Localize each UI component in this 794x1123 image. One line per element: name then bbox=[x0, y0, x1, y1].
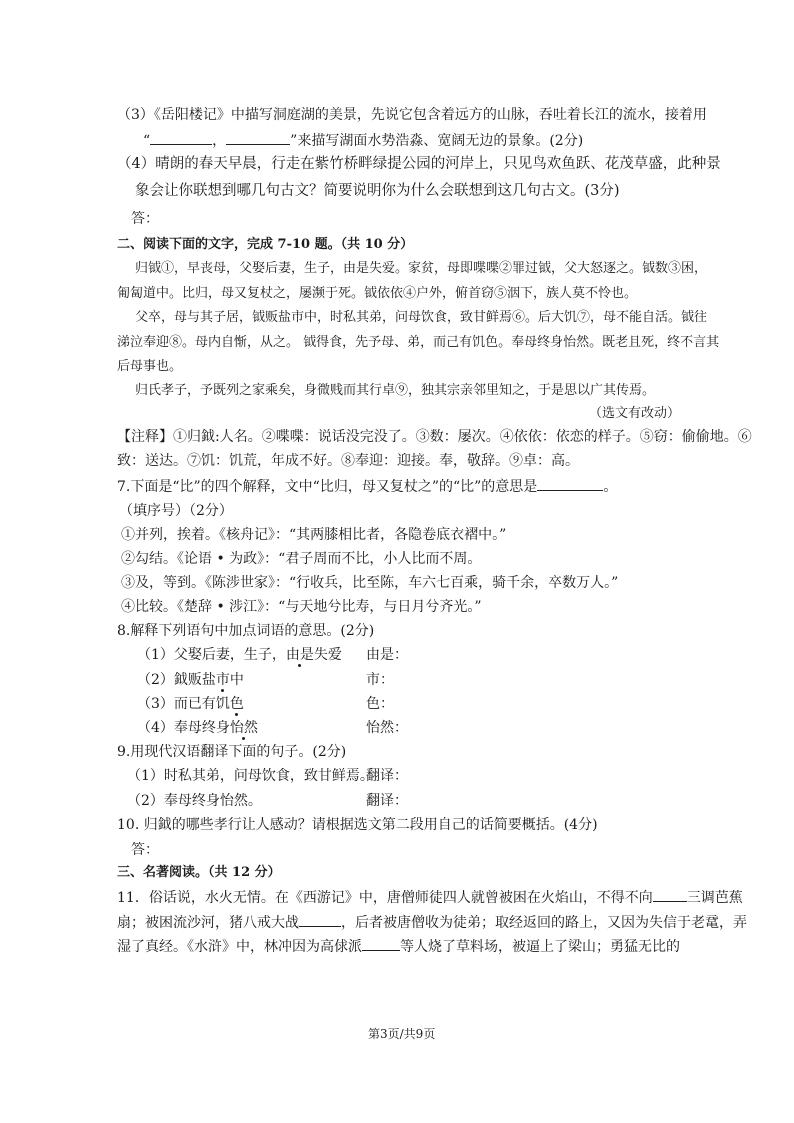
passage-para1-line1: 归钺①，早丧母，父娶后妻，生子，由是失爱。家贫，母即喋喋②罪过钺，父大怒逐之。钺数③困， bbox=[135, 261, 708, 276]
passage-para1-line2: 匍匐道中。比归，母又复杖之，屡濒于死。钺依依④户外，俯首窃⑤洇下，族人莫不怜也。 bbox=[117, 286, 638, 301]
notes-line-2: 致：送达。⑦饥：饥荒，年成不好。⑧奉迎：迎接。奉，敬辞。⑨卓：高。 bbox=[117, 453, 579, 469]
q11-line-3-text: 湿了真经。《水浒》中，林冲因为高俅派 bbox=[117, 939, 362, 955]
passage-para2-line1: 父卒，母与其子居，钺贩盐市中，时私其弟，问母饮食，致甘鲜焉⑥。后大饥⑦，母不能自活。钺往 bbox=[135, 310, 708, 325]
q11-line-3-tail: 等人烧了草料场，被逼上了梁山；勇猛无比的 bbox=[400, 939, 680, 955]
section3-heading: 三、名著阅读。（共 12 分） bbox=[117, 865, 281, 880]
q7-option-3: ③及，等到。《陈涉世家》：“行收兵，比至陈，车六七百乘，骑千余，卒数万人。” bbox=[121, 575, 619, 591]
q8-item-3 bbox=[137, 695, 244, 713]
q11-line-2 bbox=[117, 914, 747, 932]
q8-item-2-dotted: 市 bbox=[215, 672, 230, 688]
section2-heading: 二、阅读下面的文字，完成 7-10 题。（共 10 分） bbox=[117, 237, 414, 252]
q11-line-2-text: 扇；被困流沙河，猪八戒大战 bbox=[117, 915, 299, 931]
q8-item-1-pre: （1）父娶后妻，生子， bbox=[137, 647, 286, 663]
q3-line-2-tail: ”来描写湖面水势浩淼、宽阔无边的景象。(2分) bbox=[290, 133, 584, 149]
q9-stem: 9.用现代汉语翻译下面的句子。(2分) bbox=[117, 744, 347, 760]
q7-note: （填序号）（2分） bbox=[119, 503, 233, 519]
q8-item-3-pre: （3）而已有饥 bbox=[137, 696, 230, 712]
q3-comma: ， bbox=[212, 133, 227, 149]
q8-item-1-answer[interactable]: 由是： bbox=[366, 647, 408, 663]
q11-line-1-text: 11．俗话说，水火无情。在《西游记》中，唐僧师徒四人就曾被困在火焰山，不得不向 bbox=[117, 890, 653, 906]
q8-stem: 8.解释下列语句中加点词语的意思。(2分) bbox=[117, 623, 375, 639]
q8-item-2-pre: （2）鉞贩盐 bbox=[137, 672, 216, 688]
q8-item-3-answer[interactable]: 色： bbox=[366, 696, 394, 712]
q11-line-3 bbox=[117, 938, 680, 956]
q8-item-4-pre: （4）奉母终身 bbox=[137, 720, 230, 736]
page-number: 第3页/共9页 bbox=[368, 1027, 436, 1041]
q7-stem-end: 。 bbox=[603, 479, 618, 495]
q11-line-1 bbox=[117, 889, 743, 907]
q8-item-1-dotted: 由是 bbox=[285, 647, 314, 663]
q4-line-2: 象会让你联想到哪几句古文？简要说明你为什么会联想到这几句古文。(3分) bbox=[135, 183, 620, 199]
q7-stem bbox=[117, 478, 617, 496]
q11-line-1-tail: 三调芭蕉 bbox=[686, 890, 743, 906]
q9-item-2: （2）奉母终身怡然。 bbox=[127, 793, 262, 809]
q11-blank-2[interactable] bbox=[299, 914, 341, 927]
q8-item-1 bbox=[137, 646, 342, 664]
q9-item-2-answer[interactable]: 翻译： bbox=[366, 793, 408, 809]
passage-para2-line3: 后母事也。 bbox=[117, 359, 183, 374]
q8-item-3-dotted: 色 bbox=[229, 696, 244, 712]
q7-stem-text: 7.下面是“比”的四个解释，文中“比归，母又复杖之”的“比”的意思是 bbox=[117, 479, 538, 495]
q8-item-4 bbox=[137, 719, 258, 737]
q4-answer: 答： bbox=[131, 211, 159, 227]
q8-item-2-post: 中 bbox=[229, 672, 244, 688]
q3-line-2 bbox=[143, 132, 583, 150]
q7-blank[interactable] bbox=[537, 478, 603, 491]
q8-item-4-answer[interactable]: 怡然： bbox=[366, 720, 408, 736]
q11-blank-3[interactable] bbox=[362, 938, 400, 951]
passage-para2-line2: 涕泣奉迎⑧。母内自惭，从之。 钺得食，先予母、弟，而己有饥色。奉母终身怡然。既老且死，终不言其 bbox=[117, 335, 720, 350]
q10-stem: 10. 归鉞的哪些孝行让人感动？请根据选文第二段用自己的话简要概括。(4分) bbox=[117, 817, 598, 833]
passage-source: （选文有改动） bbox=[589, 406, 681, 421]
q3-blank-2[interactable] bbox=[226, 132, 290, 145]
q9-item-1: （1）时私其弟，问母饮食，致甘鲜焉。 bbox=[127, 768, 374, 784]
passage-para3: 归氏孝子，予既列之家乘矣，身微贱而其行卓⑨，独其宗亲邻里知之，于是思以广其传焉。 bbox=[135, 383, 656, 398]
q4-line-1: （4）晴朗的春天早晨，行走在紫竹桥畔绿提公园的河岸上，只见鸟欢鱼跃、花茂草盛，此种景 bbox=[117, 156, 721, 172]
q3-quote-open: “ bbox=[143, 133, 151, 149]
q10-answer: 答： bbox=[131, 842, 159, 858]
q11-blank-1[interactable] bbox=[653, 889, 687, 902]
q3-line-1: （3）《岳阳楼记》中描写洞庭湖的美景，先说它包含着远方的山脉，吞吐着长江的流水，接着用 bbox=[117, 107, 707, 123]
q7-option-2: ②勾结。《论语 • 为政》：“君子周而不比，小人比而不周。 bbox=[121, 551, 482, 567]
q8-item-2 bbox=[137, 671, 244, 689]
notes-line-1: 【注释】①归鉞:人名。②喋喋：说话没完没了。③数：屡次。④依依：依恋的样子。⑤窃：偷偷地。⑥ bbox=[117, 429, 752, 445]
q7-option-4: ④比较。《楚辞 • 涉江》：“与天地兮比寿，与日月兮齐光。” bbox=[121, 599, 482, 615]
q8-item-1-post: 失爱 bbox=[313, 647, 342, 663]
q11-line-2-tail: ，后者被唐僧收为徒弟；取经返回的路上，又因为失信于老鼋，弄 bbox=[341, 915, 747, 931]
q7-option-1: ①并列，挨着。《核舟记》：“其两膝相比者，各隐卷底衣褶中。” bbox=[121, 527, 507, 543]
q8-item-2-answer[interactable]: 市： bbox=[366, 672, 394, 688]
q9-item-1-answer[interactable]: 翻译： bbox=[366, 768, 408, 784]
q3-blank-1[interactable] bbox=[150, 132, 212, 145]
q8-item-4-dotted: 怡然 bbox=[229, 720, 258, 736]
